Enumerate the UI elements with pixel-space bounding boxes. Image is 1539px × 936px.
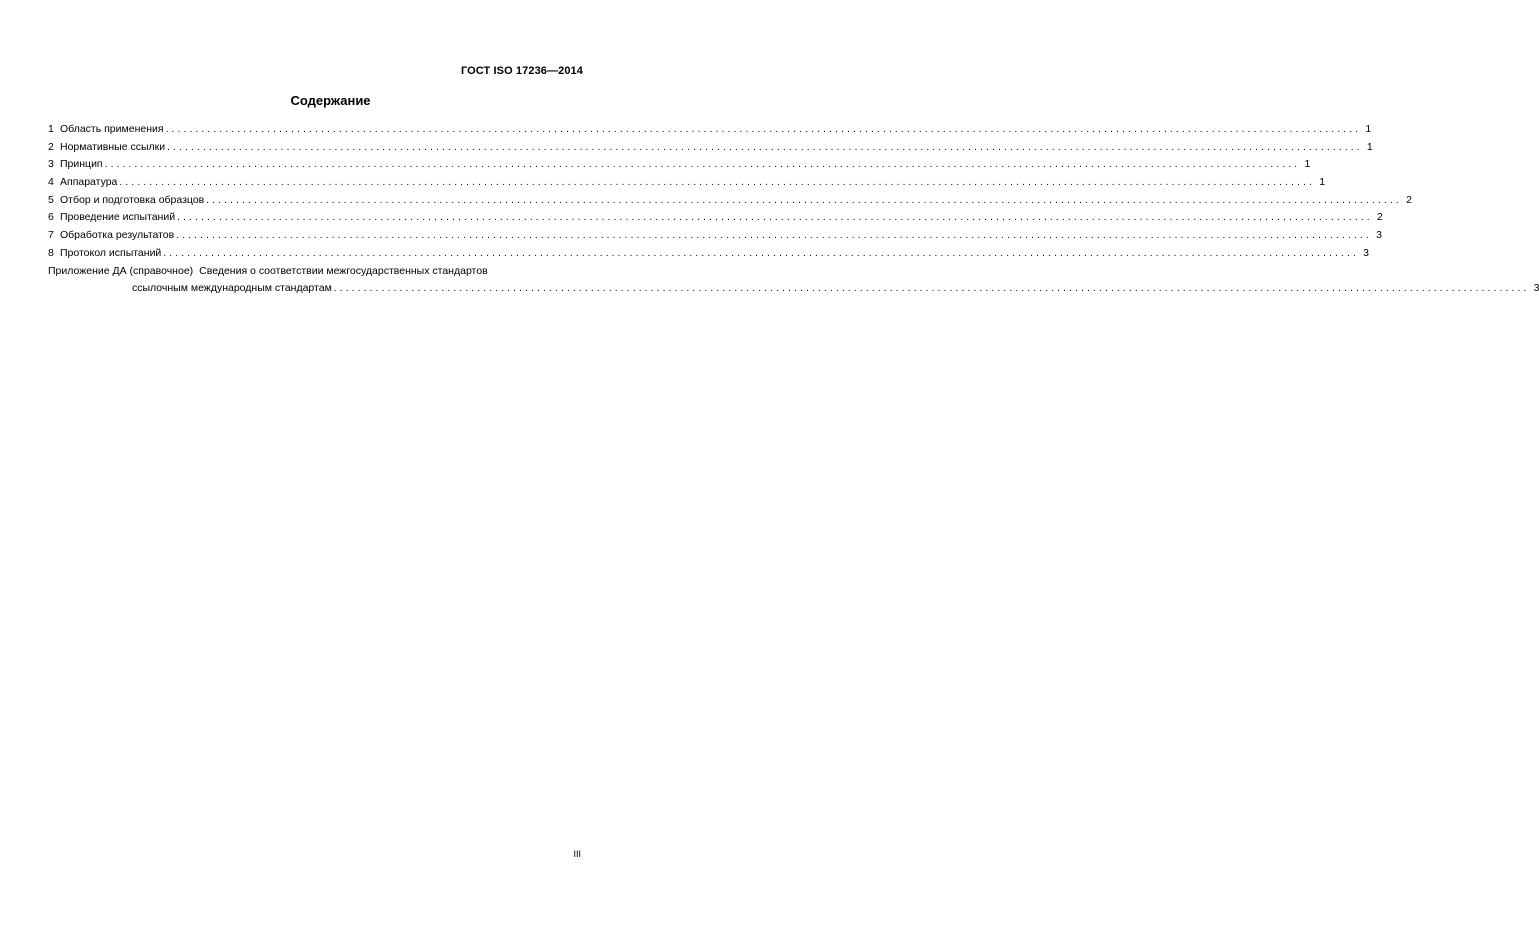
toc-entry[interactable] (48, 227, 1382, 245)
toc-entry-label: Проведение испытаний (60, 211, 176, 224)
toc-entry-number: 6 (48, 211, 54, 224)
toc-entry-page: 1 (1366, 140, 1373, 153)
annex-title-line1: Сведения о соответствии межгосударственных стандартов (199, 264, 488, 277)
toc-entry-number: 3 (48, 158, 54, 171)
toc-leader-dots: ........................................................................................................................................................................................................ (165, 124, 1362, 135)
toc-entry-number: 5 (48, 193, 54, 206)
toc-title: Содержание (290, 93, 371, 108)
toc-entry-label: Протокол испытаний (60, 246, 162, 259)
toc-entry-page: 2 (1376, 211, 1383, 224)
toc-entry-number: 8 (48, 246, 54, 259)
toc-leader-dots: ........................................................................................................................................................................................................ (104, 159, 1301, 171)
toc-entry-page: 1 (1319, 176, 1326, 189)
toc-entry[interactable] (48, 139, 1373, 157)
toc-entry[interactable] (48, 209, 1383, 227)
toc-entry-page: 1 (1304, 158, 1311, 171)
toc-leader-dots: ........................................................................................................................................................................................................ (167, 141, 1363, 153)
toc-leader-dots: ........................................................................................................................................................................................................ (206, 194, 1402, 206)
toc-entry-number: 1 (48, 123, 54, 135)
toc-entry-page: 2 (1406, 193, 1412, 206)
toc-entry-label: Отбор и подготовка образцов (60, 193, 205, 206)
toc-entry-number: 4 (48, 176, 54, 189)
toc-entry-label: Принцип (60, 158, 103, 171)
annex-title-line2: ссылочным международным стандартам (132, 281, 332, 294)
toc-leader-dots: ........................................................................................................................................................................................................ (176, 230, 1372, 242)
toc-entry-page: 3 (1376, 229, 1382, 242)
toc-leader-dots: ........................................................................................................................................................................................................ (177, 212, 1373, 224)
toc-entry-label: Нормативные ссылки (60, 140, 166, 153)
toc-entry[interactable] (48, 174, 1326, 192)
toc-entry-page: 3 (1533, 281, 1539, 294)
toc-entry-label: Обработка результатов (60, 229, 175, 242)
annex-prefix: Приложение ДА (справочное) (48, 264, 194, 277)
toc-entry-label: Аппаратура (60, 176, 118, 189)
toc-entry[interactable] (48, 121, 1372, 139)
toc-entry[interactable] (48, 245, 1369, 263)
page-number: III (573, 849, 581, 859)
toc-leader-dots: ........................................................................................................................................................................................................ (333, 282, 1530, 294)
toc-entry-page: 3 (1363, 246, 1369, 259)
toc-entry-label: Область применения (60, 123, 164, 135)
toc-entry-number: 7 (48, 229, 54, 242)
toc-entry[interactable] (48, 192, 1412, 210)
toc-leader-dots: ........................................................................................................................................................................................................ (163, 247, 1359, 259)
toc-entry-page: 1 (1365, 123, 1372, 135)
document-code: ГОСТ ISO 17236—2014 (460, 65, 583, 77)
toc-entry-number: 2 (48, 140, 54, 153)
table-of-contents (48, 121, 1539, 297)
toc-annex-entry[interactable] (48, 263, 1539, 297)
toc-entry[interactable] (48, 156, 1311, 174)
toc-leader-dots: ........................................................................................................................................................................................................ (119, 177, 1316, 189)
